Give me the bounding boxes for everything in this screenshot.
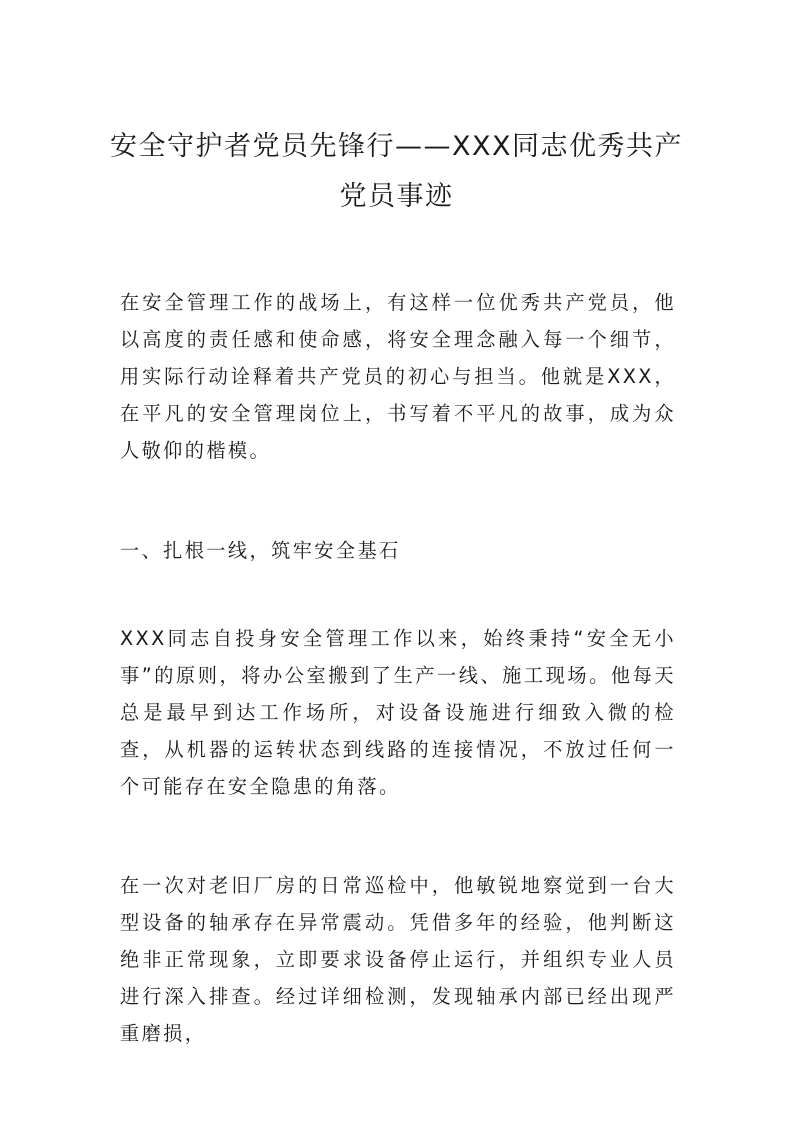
section-paragraph-2: 在一次对老旧厂房的日常巡检中，他敏锐地察觉到一台大型设备的轴承存在异常震动。凭借多年的经验，他判断这绝非正常现象，立即要求设备停止运行，并组织专业人员进行深入排查。经过详细检测，发现轴承内部已经出现严重磨损， [120, 874, 676, 1045]
intro-paragraph: 在安全管理工作的战场上，有这样一位优秀共产党员，他以高度的责任感和使命感，将安全理念融入每一个细节，用实际行动诠释着共产党员的初心与担当。他就是XXX，在平凡的安全管理岗位上，书写着不平凡的故事，成为众人敬仰的楷模。 [120, 291, 676, 462]
section-heading: 一、扎根一线，筑牢安全基石 [120, 539, 401, 562]
document-title: 安全守护者党员先锋行——XXX同志优秀共产党员事迹 [110, 131, 683, 212]
section-paragraph-1: XXX同志自投身安全管理工作以来，始终秉持“安全无小事”的原则，将办公室搬到了生产一线、施工现场。他每天总是最早到达工作场所，对设备设施进行细致入微的检查，从机器的运转状态到线路的连接情况，不放过任何一个可能存在安全隐患的角落。 [120, 627, 676, 798]
